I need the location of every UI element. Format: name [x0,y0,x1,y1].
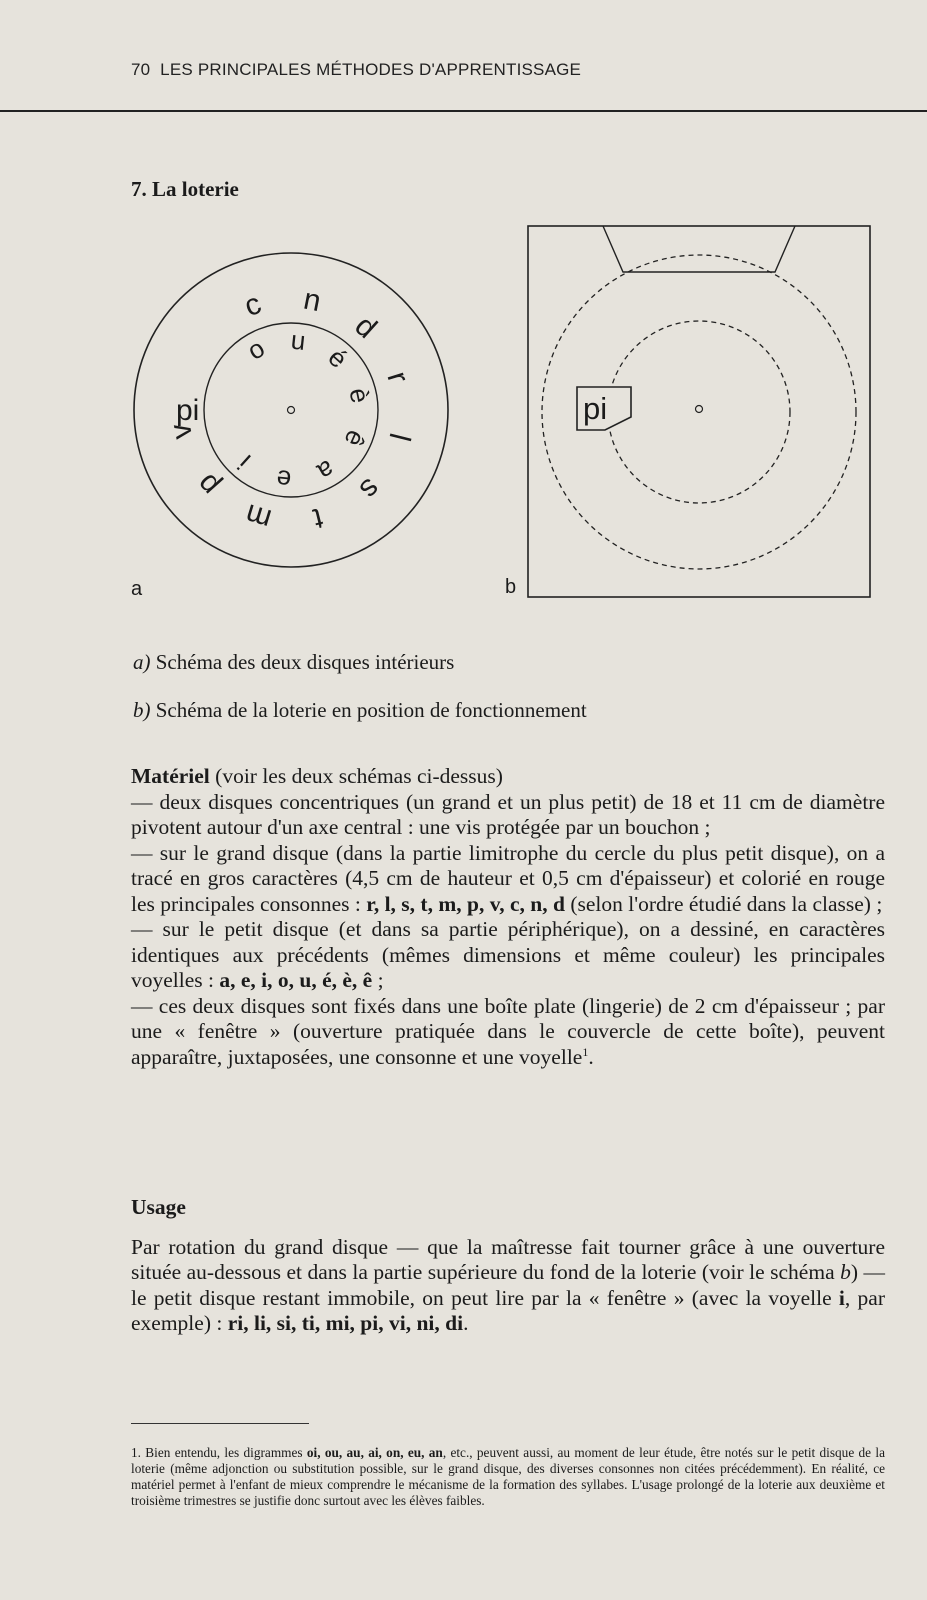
text-run: — sur le petit disque (et dans sa partie périphérique), on a dessiné, en caractères identiques aux précédents (mêmes dimensions et même couleur) les principales voyelles : [131,917,885,992]
inner-vowel-letter: e [274,464,293,496]
running-head [131,60,581,80]
text-run: Par rotation du grand disque — que la maîtresse fait tourner grâce à une ouverture située au-dessous et dans la partie supérieure du fond de la loterie (voir le schéma [131,1234,885,1284]
header-rule [0,110,927,112]
inner-vowel-letter: o [242,332,270,366]
materiel-paragraph-3 [131,917,885,994]
text-run: ; [372,968,384,992]
text-run: , par exemple) : [131,1285,885,1335]
caption-letter: a) [133,650,151,674]
outer-consonant-letter: m [241,497,276,537]
materiel-section [131,764,885,1070]
usage-heading-line [131,1195,885,1221]
running-title: LES PRINCIPALES MÉTHODES D'APPRENTISSAGE [160,60,582,79]
outer-consonant-letter: c [240,287,266,324]
center-axis-dot [288,407,295,414]
text-run: b [840,1260,851,1284]
text-run: — sur le grand disque (dans la partie limitrophe du cercle du plus petit disque), on a tracé en gros caractères (4,5 cm de hauteur et 0,5 cm d'épaisseur) et colorié en rouge les principales consonnes : [131,840,885,916]
page-number: 70 [131,60,151,79]
materiel-paragraph-4 [131,994,885,1071]
footnote-number: 1. [131,1445,146,1460]
outer-consonant-letter: n [300,282,324,319]
outer-consonant-letter: d [348,309,383,345]
outer-consonant-letter: p [190,467,226,502]
window-syllable-pi: pi [176,394,200,427]
outer-consonant-letter: l [382,429,417,445]
inner-vowel-letter: ê [338,425,372,452]
outer-consonant-letter: v [163,420,200,442]
caption-text: Schéma de la loterie en position de fonctionnement [150,698,587,722]
bottom-opening [603,226,795,272]
usage-section [131,1195,885,1337]
inner-vowel-letter: è [343,385,376,406]
center-axis-dot [696,406,703,413]
consonant-list: r, l, s, t, m, p, v, c, n, d [366,891,565,916]
materiel-heading: Matériel [131,764,210,788]
figure-a-discs [126,245,456,575]
outer-consonant-letter: r [380,367,415,387]
usage-heading: Usage [131,1195,186,1219]
section-number: 7. [131,177,147,201]
figure-b-label: b [505,576,517,598]
section-title [131,177,239,202]
text-run: — ces deux disques sont fixés dans une boîte plate (lingerie) de 2 cm d'épaisseur ; par une « fenêtre » (ouverture pratiquée dans le couvercle de cette boîte), peuvent apparaître, juxtaposées, une consonne et une voyelle [131,993,885,1069]
caption-b [133,698,587,723]
digraph-list: oi, ou, au, ai, on, eu, an [306,1445,443,1460]
text-run: , etc., peuvent aussi, au moment de leur étude, être notés sur le petit disque de la loterie (même adjonction ou substitution possible, sur le grand disque, des diverses consonnes non citées précédemment). En réalité, ce matériel permet à l'enfant de mieux comprendre le mécanisme de la formation des syllabes. L'usage prolongé de la loterie aux deuxième et troisième trimestres se justifie donc surtout avec les élèves faibles. [131,1445,885,1508]
materiel-paragraph-1: — deux disques concentriques (un grand et un plus petit) de 18 et 11 cm de diamètre pivotent autour d'un axe central : une vis protégée par un bouchon ; [131,789,885,839]
window-text: pi [583,391,608,426]
caption-a [133,650,454,675]
outer-consonant-letter: s [352,471,387,506]
inner-vowel-letter: u [289,324,308,356]
footnote [131,1445,885,1509]
materiel-paragraph-2 [131,841,885,918]
usage-paragraph [131,1235,885,1337]
vowel-list: a, e, i, o, u, é, è, ê [219,968,373,992]
text-run: . [463,1311,469,1335]
inner-vowel-letter: i [231,448,257,476]
text-run: ) — le petit disque restant immobile, on peut lire par la « fenêtre » (avec la voyelle [131,1260,885,1310]
outer-consonant-letter: t [309,501,327,536]
inner-vowel-letter: é [322,341,354,374]
figure-a-label: a [131,578,143,600]
caption-text: Schéma des deux disques intérieurs [150,650,455,674]
footnote-rule [131,1423,309,1424]
text-run: . [588,1044,594,1069]
text-run: Bien entendu, les digrammes [145,1445,307,1460]
materiel-heading-note: (voir les deux schémas ci-dessus) [209,764,503,788]
caption-letter: b) [133,698,151,722]
inner-vowel-letter: a [312,454,340,488]
text-run: i [838,1285,845,1310]
materiel-heading-line [131,764,885,790]
text-run: (selon l'ordre étudié dans la classe) ; [564,891,883,916]
section-title-text: La loterie [152,177,239,201]
footnote-ref: 1 [582,1044,589,1059]
figure-b-box [505,222,875,602]
syllable-list: ri, li, si, ti, mi, pi, vi, ni, di [227,1311,464,1335]
